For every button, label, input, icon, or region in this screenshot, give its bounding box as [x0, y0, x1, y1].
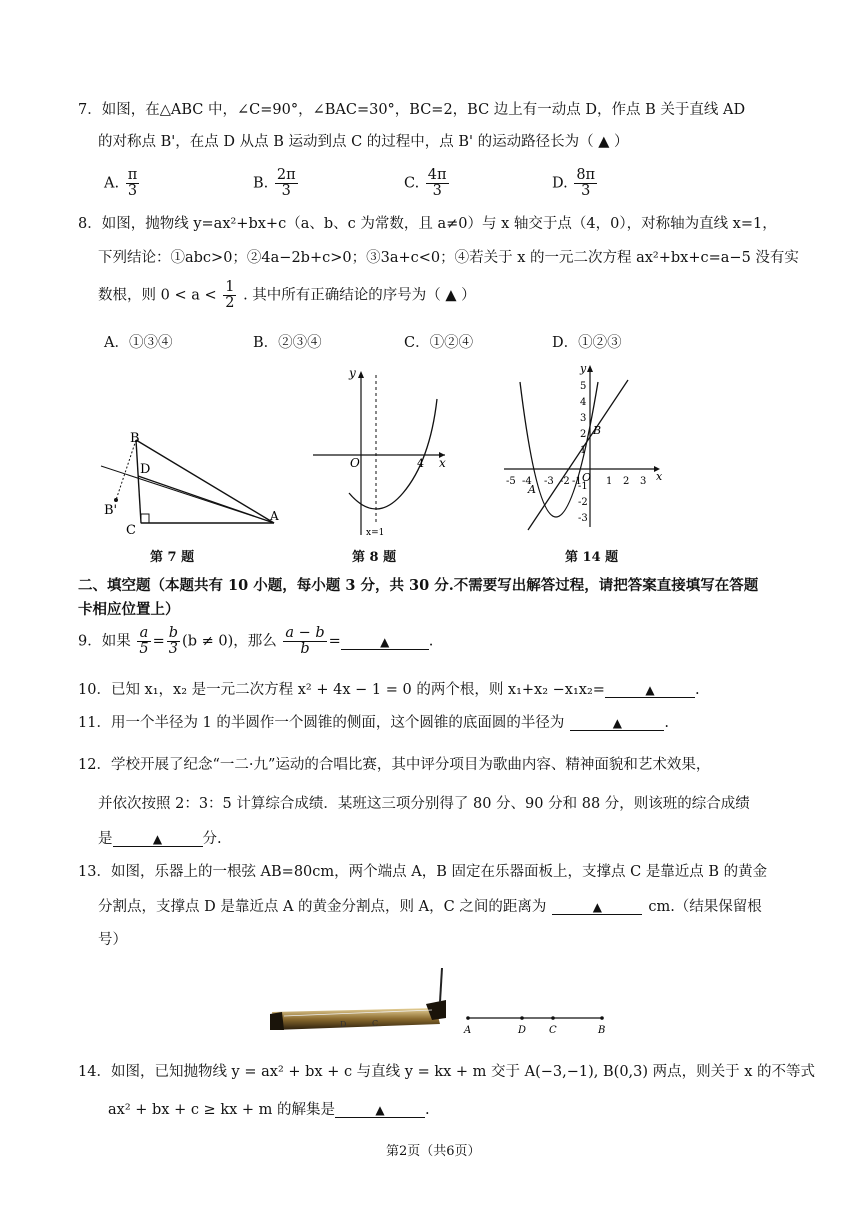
svg-text:1: 1 [580, 445, 587, 456]
q14-answer-blank: ▲ [335, 1103, 425, 1118]
q7-option-d: D. $\frac{8\pi}{3}$ [552, 167, 596, 200]
q10-answer-blank: ▲ [605, 683, 695, 698]
svg-text:3: 3 [580, 413, 587, 424]
fig14-caption: 第 14 题 [565, 550, 619, 565]
q7-option-a: A. $\frac{\pi}{3}$ [104, 167, 138, 200]
svg-text:1: 1 [606, 476, 613, 487]
svg-text:5: 5 [580, 381, 587, 392]
fig8-label-4: 4 [417, 457, 424, 470]
figure-8 [305, 365, 455, 540]
svg-text:-5: -5 [506, 476, 516, 487]
page-footer: 第2页（共6页） [386, 1144, 481, 1159]
q13-line1: 13．如图，乐器上的一根弦 AB=80cm，两个端点 A，B 固定在乐器面板上，支撑点 C 是靠近点 B 的黄金 [78, 864, 768, 880]
q13-line3: 号） [98, 932, 127, 948]
fig8-caption: 第 8 题 [352, 550, 397, 565]
q13-line2: 分割点，支撑点 D 是靠近点 A 的黄金分割点，则 A，C 之间的距离为 ▲ cm.（结果保留根 [98, 899, 762, 915]
svg-text:3: 3 [640, 476, 647, 487]
segment-label-b: B [598, 1025, 606, 1036]
q8-option-b: B．②③④ [253, 335, 322, 351]
svg-text:4: 4 [580, 397, 587, 408]
fig7-label-d: D [140, 462, 151, 477]
segment-label-a: A [464, 1025, 472, 1036]
q8-line2: 下列结论：①abc>0；②4a−2b+c>0；③3a+c<0；④若关于 x 的一元二次方程 ax²+bx+c=a−5 没有实 [98, 250, 799, 266]
fig7-label-bprime: B' [104, 503, 118, 518]
segment-label-d: D [518, 1025, 527, 1036]
fig7-label-b: B [130, 431, 140, 446]
q12-line2: 并依次按照 2：3：5 计算综合成绩．某班这三项分别得了 80 分、90 分和 88 分，则该班的综合成绩 [98, 796, 750, 812]
svg-text:-3: -3 [544, 476, 554, 487]
q8-line3: 数根，则 0 < a < $\frac{1}{2}$ . 其中所有正确结论的序号为（ ▲ ） [98, 279, 476, 312]
fig7-label-a: A [270, 509, 279, 523]
fig14-label-a: A [528, 483, 536, 496]
svg-text:-1: -1 [578, 481, 588, 492]
q8-option-c: C．①②④ [404, 335, 474, 351]
q12-line3: 是 ▲ 分. [98, 831, 222, 847]
q8-line1: 8．如图，抛物线 y=ax²+bx+c（a、b、c 为常数，且 a≠0）与 x 轴交于点（4，0），对称轴为直线 x=1， [78, 216, 777, 232]
fig8-label-o: O [350, 456, 360, 470]
svg-text:2: 2 [623, 476, 630, 487]
fig8-label-axis: x=1 [366, 528, 385, 538]
q14-line2: ax² + bx + c ≥ kx + m 的解集是 ▲ . [108, 1102, 430, 1118]
svg-text:D: D [340, 1020, 347, 1029]
q8-option-d: D．①②③ [552, 335, 622, 351]
q7-line2: 的对称点 B'，在点 D 从点 B 运动到点 C 的过程中，点 B' 的运动路径长为（ ▲ ） [98, 134, 629, 150]
fig8-label-x: x [439, 456, 446, 470]
q11-answer-blank: ▲ [570, 716, 664, 731]
q11: 11．用一个半径为 1 的半圆作一个圆锥的侧面，这个圆锥的底面圆的半径为 ▲ . [78, 715, 670, 731]
fig8-label-y: y [349, 366, 356, 380]
instrument-image [266, 964, 456, 1036]
q7-option-b: B. $\frac{2\pi}{3}$ [253, 167, 296, 200]
svg-text:-3: -3 [578, 513, 588, 524]
svg-text:-4: -4 [522, 476, 532, 487]
svg-text:-2: -2 [578, 497, 588, 508]
q10: 10．已知 x₁，x₂ 是一元二次方程 x² + 4x − 1 = 0 的两个根，则 x₁+x₂ −x₁x₂= ▲ . [78, 682, 700, 698]
fig14-label-b: B [593, 424, 602, 437]
fig14-label-y: y [580, 362, 587, 375]
q8-option-a: A．①③④ [104, 335, 173, 351]
segment-label-c: C [549, 1025, 557, 1036]
q7-option-c: C. $\frac{4\pi}{3}$ [404, 167, 447, 200]
svg-text:-2: -2 [560, 476, 570, 487]
section2-line1: 二、填空题（本题共有 10 小题，每小题 3 分，共 30 分.不需要写出解答过程，请把答案直接填写在答题 [78, 577, 759, 594]
svg-text:-1: -1 [572, 476, 582, 487]
q14-line1: 14．如图，已知抛物线 y = ax² + bx + c 与直线 y = kx + m 交于 A(−3,−1), B(0,3) 两点，则关于 x 的不等式 [78, 1064, 816, 1080]
q9: 9．如果 $\frac{a}{5}$ = $\frac{b}{3}$ (b ≠ 0)，那么 $\frac{a - b}{b}$ = ▲ . [78, 625, 434, 658]
fig7-label-c: C [126, 523, 136, 538]
q9-answer-blank: ▲ [341, 635, 429, 650]
q12-answer-blank: ▲ [113, 832, 203, 847]
figure-7 [96, 428, 286, 538]
fig14-label-x: x [656, 470, 663, 483]
svg-text:C: C [372, 1019, 379, 1028]
fig7-caption: 第 7 题 [150, 550, 195, 565]
section2-line2: 卡相应位置上） [78, 601, 180, 618]
fig14-label-o: O [582, 471, 592, 484]
svg-text:2: 2 [580, 429, 587, 440]
segment-ab-diagram [460, 1010, 610, 1036]
q7-line1: 7．如图，在△ABC 中，∠C=90°，∠BAC=30°，BC=2，BC 边上有一动点 D，作点 B 关于直线 AD [78, 102, 746, 118]
q13-answer-blank: ▲ [552, 900, 642, 915]
q12-line1: 12．学校开展了纪念“一二·九”运动的合唱比赛，其中评分项目为歌曲内容、精神面貌和艺术效果， [78, 757, 711, 773]
figure-14 [498, 362, 668, 532]
